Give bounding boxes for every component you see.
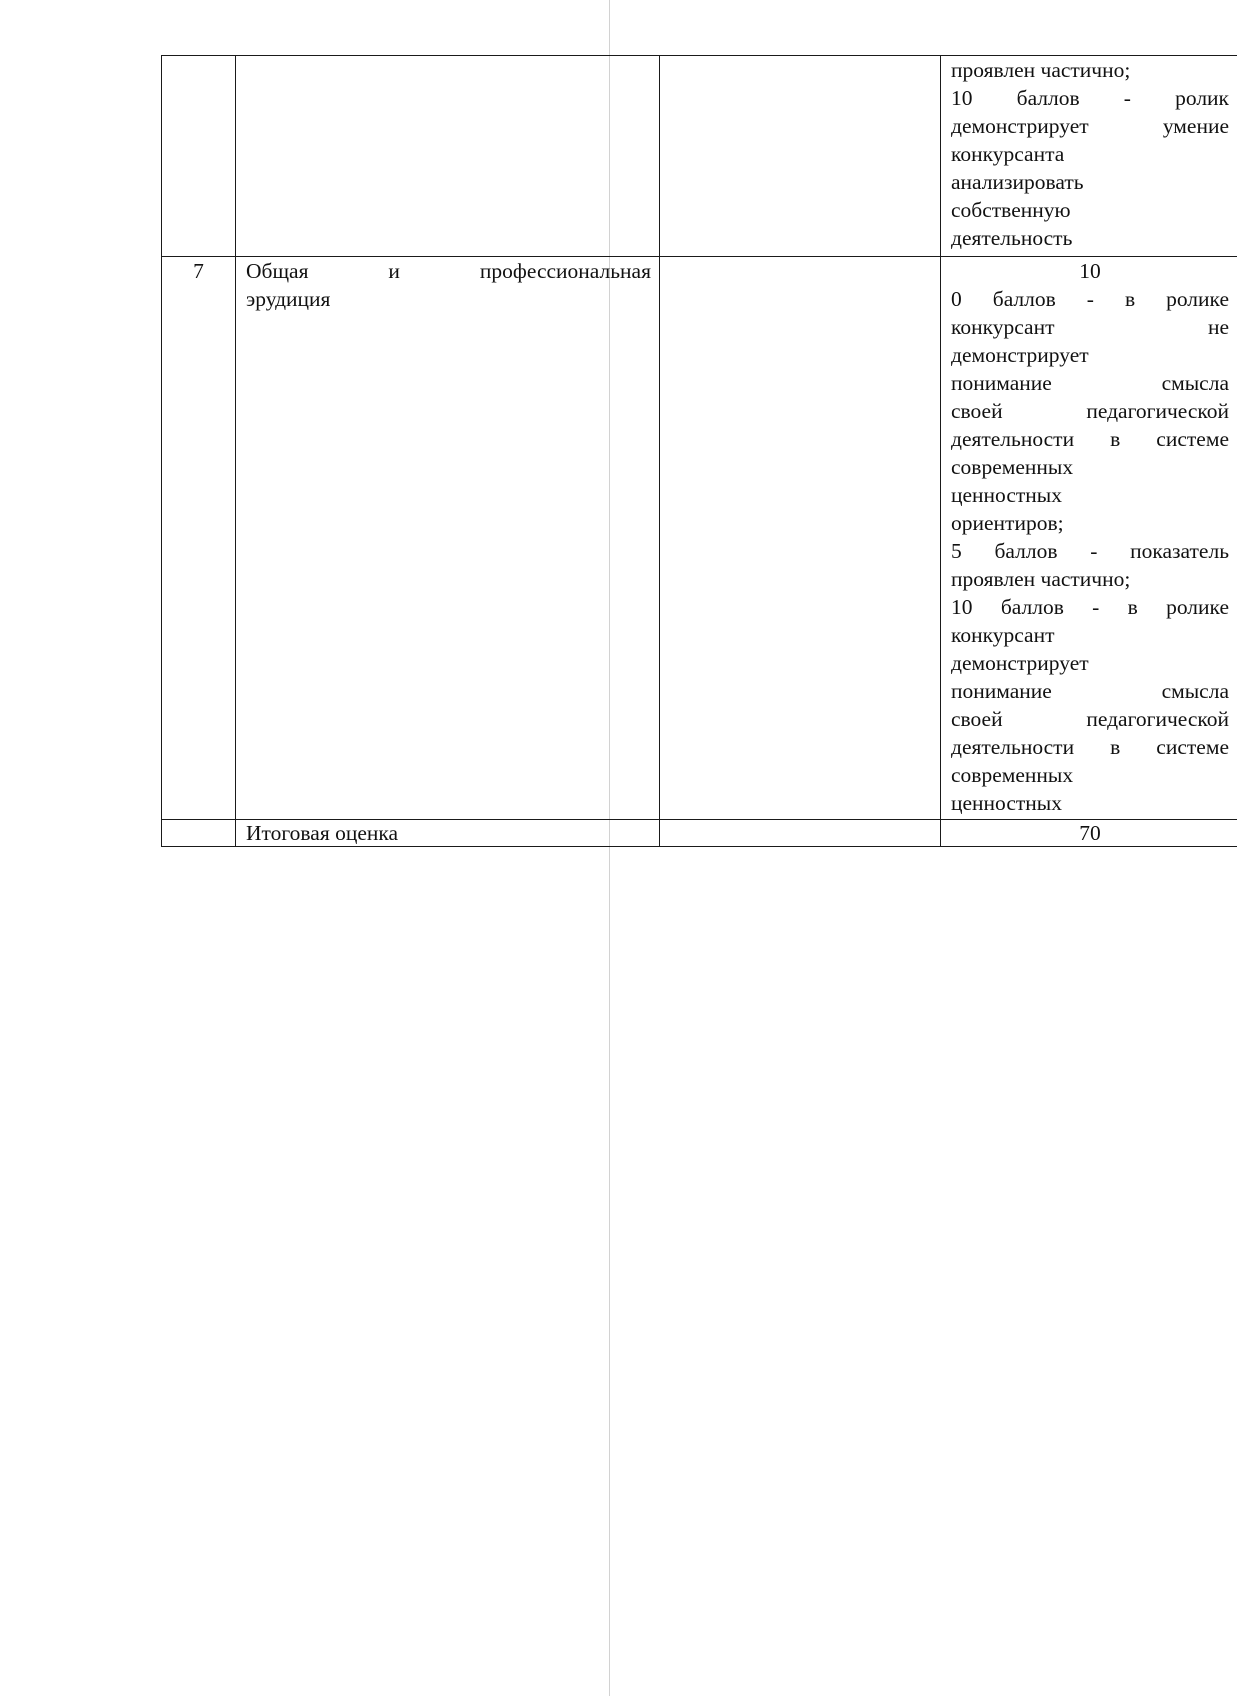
text-line: своей педагогической	[951, 707, 1229, 731]
row-number-cell: 7	[162, 257, 236, 820]
max-score: 10	[1079, 259, 1101, 283]
text-line: конкурсанта	[951, 142, 1065, 166]
indicators-cell	[660, 56, 941, 257]
criteria-table	[161, 55, 1237, 847]
row-number-cell	[162, 820, 236, 847]
text-line: проявлен частично;	[951, 567, 1131, 591]
criterion-cell	[236, 56, 660, 257]
text-line: ценностных	[951, 791, 1062, 815]
score-lines	[951, 56, 1229, 252]
text-line: собственную	[951, 198, 1071, 222]
indicators-cell	[660, 820, 941, 847]
text-line: конкурсант	[951, 623, 1055, 647]
text-line: эрудиция	[246, 287, 331, 311]
total-value: 70	[941, 820, 1237, 847]
text-line: конкурсант не	[951, 315, 1229, 339]
text-line: современных	[951, 763, 1074, 787]
text-line: 10 баллов - в ролике	[951, 595, 1229, 619]
text-line: современных	[951, 455, 1074, 479]
text-line: своей педагогической	[951, 399, 1229, 423]
score-description-cell	[941, 257, 1237, 820]
table-row-total	[162, 820, 1237, 847]
text-line: анализировать	[951, 170, 1084, 194]
text-line: ценностных	[951, 483, 1062, 507]
text-line: проявлен частично;	[951, 58, 1131, 82]
text-line: 5 баллов - показатель	[951, 539, 1229, 563]
table-row-7	[162, 257, 1237, 820]
text-line: демонстрирует	[951, 343, 1089, 367]
text-line: понимание смысла	[951, 371, 1229, 395]
total-label: Итоговая оценка	[236, 820, 660, 847]
score-description-cell	[941, 56, 1237, 257]
criterion-lines	[246, 257, 651, 313]
criterion-cell	[236, 257, 660, 820]
text-line: 0 баллов - в ролике	[951, 287, 1229, 311]
text-line: деятельности в системе	[951, 427, 1229, 451]
indicators-cell	[660, 257, 941, 820]
text-line: деятельности в системе	[951, 735, 1229, 759]
text-line: Общая и профессиональная	[246, 259, 651, 283]
text-line: демонстрирует умение	[951, 114, 1229, 138]
text-line: 10 баллов - ролик	[951, 86, 1229, 110]
score-lines	[951, 285, 1229, 817]
table-row-continued	[162, 56, 1237, 257]
row-number-cell	[162, 56, 236, 257]
text-line: демонстрирует	[951, 651, 1089, 675]
text-line: понимание смысла	[951, 679, 1229, 703]
text-line: деятельность	[951, 226, 1073, 250]
text-line: ориентиров;	[951, 511, 1064, 535]
